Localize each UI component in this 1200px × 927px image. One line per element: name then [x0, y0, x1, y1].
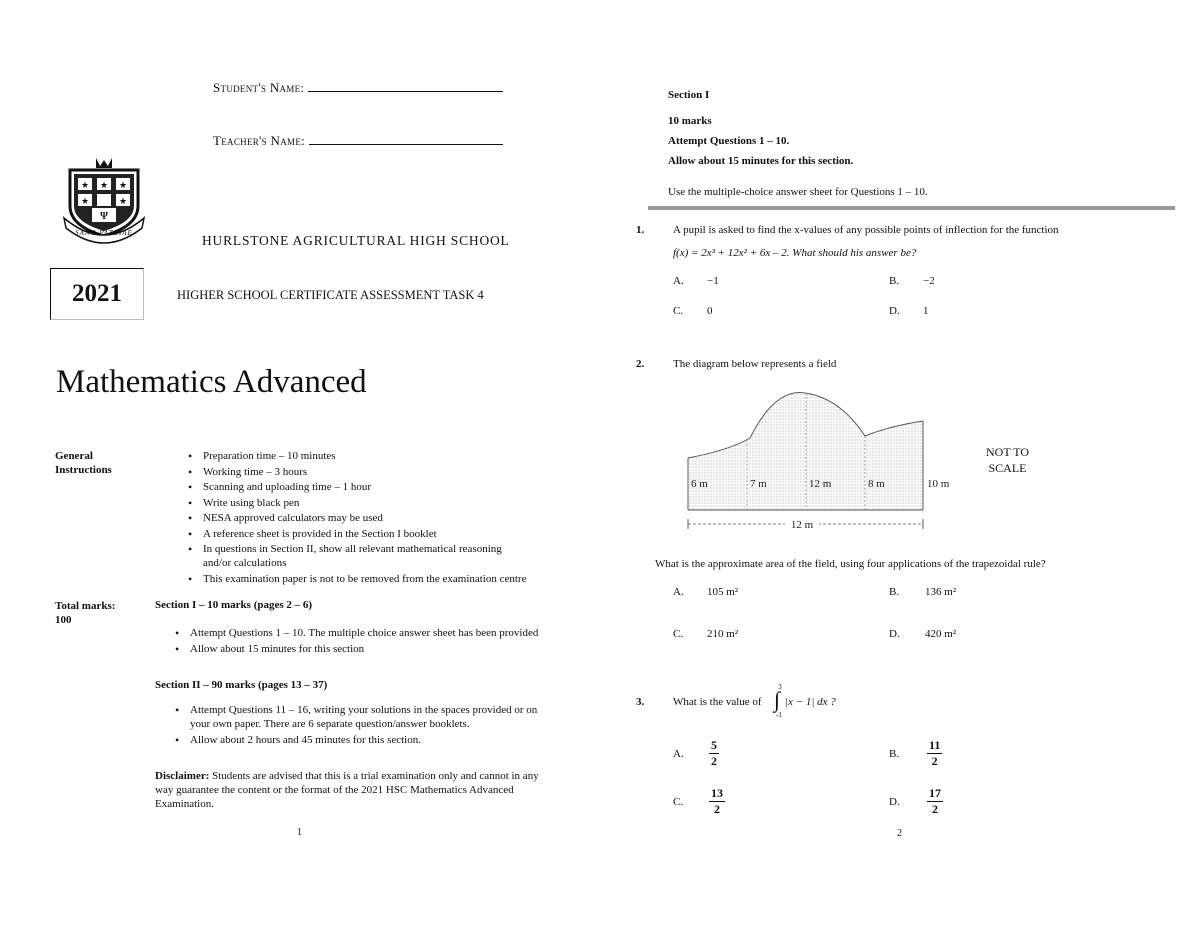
q2-option-b[interactable] — [889, 586, 957, 598]
q2-text: The diagram below represents a field — [673, 358, 837, 370]
section-allow: Allow about 15 minutes for this section. — [668, 155, 854, 167]
q1-text-line2: f(x) = 2x³ + 12x² + 6x – 2. What should his answer be? — [673, 247, 917, 259]
fraction-numerator: 17 — [929, 786, 941, 800]
q1-option-c[interactable] — [673, 305, 713, 317]
field-diagram — [680, 388, 950, 533]
option-value: 0 — [707, 305, 713, 317]
disclaimer-text: Students are advised that this is a trial examination only and cannot in any way guarantee the content or the format of the 2021 HSC Mathematics Advanced Examination. — [155, 770, 539, 810]
section2-list — [173, 703, 538, 748]
school-name: HURLSTONE AGRICULTURAL HIGH SCHOOL — [202, 233, 510, 248]
general-label-line2: Instructions — [55, 464, 112, 476]
list-item: • Working time – 3 hours — [186, 465, 546, 479]
option-letter: D. — [889, 796, 900, 808]
q1-option-a[interactable] — [673, 275, 719, 287]
section-attempt: Attempt Questions 1 – 10. — [668, 135, 790, 147]
option-value: 420 m² — [925, 628, 957, 640]
list-item: • Preparation time – 10 minutes — [186, 449, 546, 463]
q2-option-a[interactable] — [673, 586, 739, 598]
list-item: • This examination paper is not to be removed from the examination centre — [186, 572, 546, 586]
list-item: • Attempt Questions 11 – 16, writing your solutions in the spaces provided or on your own paper. There are 6 separate question/answer booklets. — [173, 703, 538, 731]
option-letter: B. — [889, 275, 900, 287]
list-item: • In questions in Section II, show all relevant mathematical reasoning and/or calculations — [186, 542, 546, 570]
general-instructions-list — [186, 449, 546, 587]
option-letter: C. — [673, 628, 684, 640]
q1-option-b[interactable] — [889, 275, 935, 287]
general-instructions-label — [55, 449, 112, 477]
option-fraction — [709, 738, 719, 769]
fraction-denominator: 2 — [711, 754, 717, 768]
task-title: HIGHER SCHOOL CERTIFICATE ASSESSMENT TASK 4 — [177, 288, 484, 302]
q3-text: What is the value of — [673, 696, 762, 708]
teacher-name-field[interactable] — [309, 144, 503, 145]
height-label: 6 m — [691, 478, 708, 490]
general-label-line1: General — [55, 450, 93, 462]
q1-text-line1: A pupil is asked to find the x-values of any possible points of inflection for the function — [673, 224, 1059, 236]
q3-number: 3. — [636, 696, 645, 708]
q3-upper-limit: 3 — [778, 683, 782, 691]
fraction-numerator: 13 — [711, 786, 723, 800]
q3-option-a[interactable] — [673, 738, 753, 772]
option-letter: A. — [673, 275, 684, 287]
q2-number: 2. — [636, 358, 645, 370]
fraction-numerator: 11 — [929, 738, 941, 752]
list-item: • Scanning and uploading time – 1 hour — [186, 480, 546, 494]
list-item: • NESA approved calculators may be used — [186, 511, 546, 525]
svg-text:★: ★ — [80, 180, 90, 190]
q2-question: What is the approximate area of the field, using four applications of the trapezoidal rule? — [655, 558, 1046, 570]
page-number-right: 2 — [897, 828, 902, 839]
not-to-scale-line2: SCALE — [988, 461, 1027, 475]
fraction-denominator: 2 — [931, 754, 938, 768]
option-fraction — [709, 786, 725, 817]
height-label: 10 m — [927, 478, 950, 490]
subject-title: Mathematics Advanced — [56, 364, 367, 400]
section2-heading: Section II – 90 marks (pages 13 – 37) — [155, 679, 328, 691]
student-name-field[interactable] — [308, 91, 503, 92]
fraction-numerator: 5 — [711, 738, 717, 752]
list-item: • Allow about 15 minutes for this section — [173, 642, 543, 656]
q3-lower-limit: -1 — [776, 711, 782, 719]
not-to-scale-line1: NOT TO — [985, 445, 1029, 459]
section-title: Section I — [668, 89, 710, 101]
option-value: 136 m² — [925, 586, 957, 598]
disclaimer-label: Disclaimer: — [155, 770, 210, 782]
option-letter: B. — [889, 586, 900, 598]
student-name-label: Student's Name: — [213, 80, 305, 95]
fraction-denominator: 2 — [714, 802, 720, 816]
not-to-scale — [980, 444, 1035, 476]
list-item: • Attempt Questions 1 – 10. The multiple choice answer sheet has been provided — [173, 626, 543, 640]
option-letter: C. — [673, 796, 684, 808]
option-value: 210 m² — [707, 628, 739, 640]
option-letter: D. — [889, 628, 900, 640]
page-number-left: 1 — [297, 827, 302, 838]
option-letter: A. — [673, 586, 684, 598]
section1-list — [173, 626, 543, 657]
section-use-sheet: Use the multiple-choice answer sheet for Questions 1 – 10. — [668, 186, 928, 198]
crest-motto: SANO PATRIAE — [75, 229, 133, 237]
total-marks-label: Total marks: — [55, 600, 116, 612]
q3-option-b[interactable] — [889, 738, 969, 772]
option-letter: D. — [889, 305, 900, 317]
q3-integrand: |x − 1| dx ? — [785, 696, 836, 708]
option-fraction — [927, 786, 943, 817]
height-label: 12 m — [809, 478, 832, 490]
integral-sign-icon: ∫ — [774, 687, 781, 712]
width-label: 12 m — [790, 519, 814, 531]
section-divider — [648, 206, 1175, 210]
height-label: 8 m — [868, 478, 885, 490]
option-letter: C. — [673, 305, 684, 317]
teacher-name-row — [213, 133, 503, 149]
option-value: −1 — [707, 275, 719, 287]
list-item: • Allow about 2 hours and 45 minutes for this section. — [173, 733, 538, 747]
option-letter: B. — [889, 748, 900, 760]
student-name-row — [213, 80, 503, 96]
option-letter: A. — [673, 748, 684, 760]
option-value: −2 — [923, 275, 935, 287]
list-item: • A reference sheet is provided in the Section I booklet — [186, 527, 546, 541]
svg-text:★: ★ — [118, 196, 128, 206]
svg-text:Ψ: Ψ — [100, 211, 108, 222]
section-marks: 10 marks — [668, 115, 712, 127]
fraction-denominator: 2 — [932, 802, 938, 816]
svg-text:★: ★ — [118, 180, 128, 190]
field-shape — [688, 393, 923, 510]
list-item: • Write using black pen — [186, 496, 546, 510]
year-box: 2021 — [50, 268, 144, 320]
svg-text:★: ★ — [99, 180, 109, 190]
q1-number: 1. — [636, 224, 645, 236]
svg-text:★: ★ — [80, 196, 90, 206]
height-label: 7 m — [750, 478, 767, 490]
option-value: 1 — [923, 305, 929, 317]
q3-option-c[interactable] — [673, 786, 753, 820]
disclaimer — [155, 769, 550, 811]
option-fraction — [927, 738, 942, 769]
teacher-name-label: Teacher's Name: — [213, 133, 306, 148]
q2-option-d[interactable] — [889, 628, 957, 640]
q3-option-d[interactable] — [889, 786, 969, 820]
option-value: 105 m² — [707, 586, 739, 598]
q2-option-c[interactable] — [673, 628, 739, 640]
q1-option-d[interactable] — [889, 305, 929, 317]
total-marks-value: 100 — [55, 614, 72, 626]
section1-heading: Section I – 10 marks (pages 2 – 6) — [155, 599, 313, 611]
total-marks-block — [55, 599, 115, 627]
